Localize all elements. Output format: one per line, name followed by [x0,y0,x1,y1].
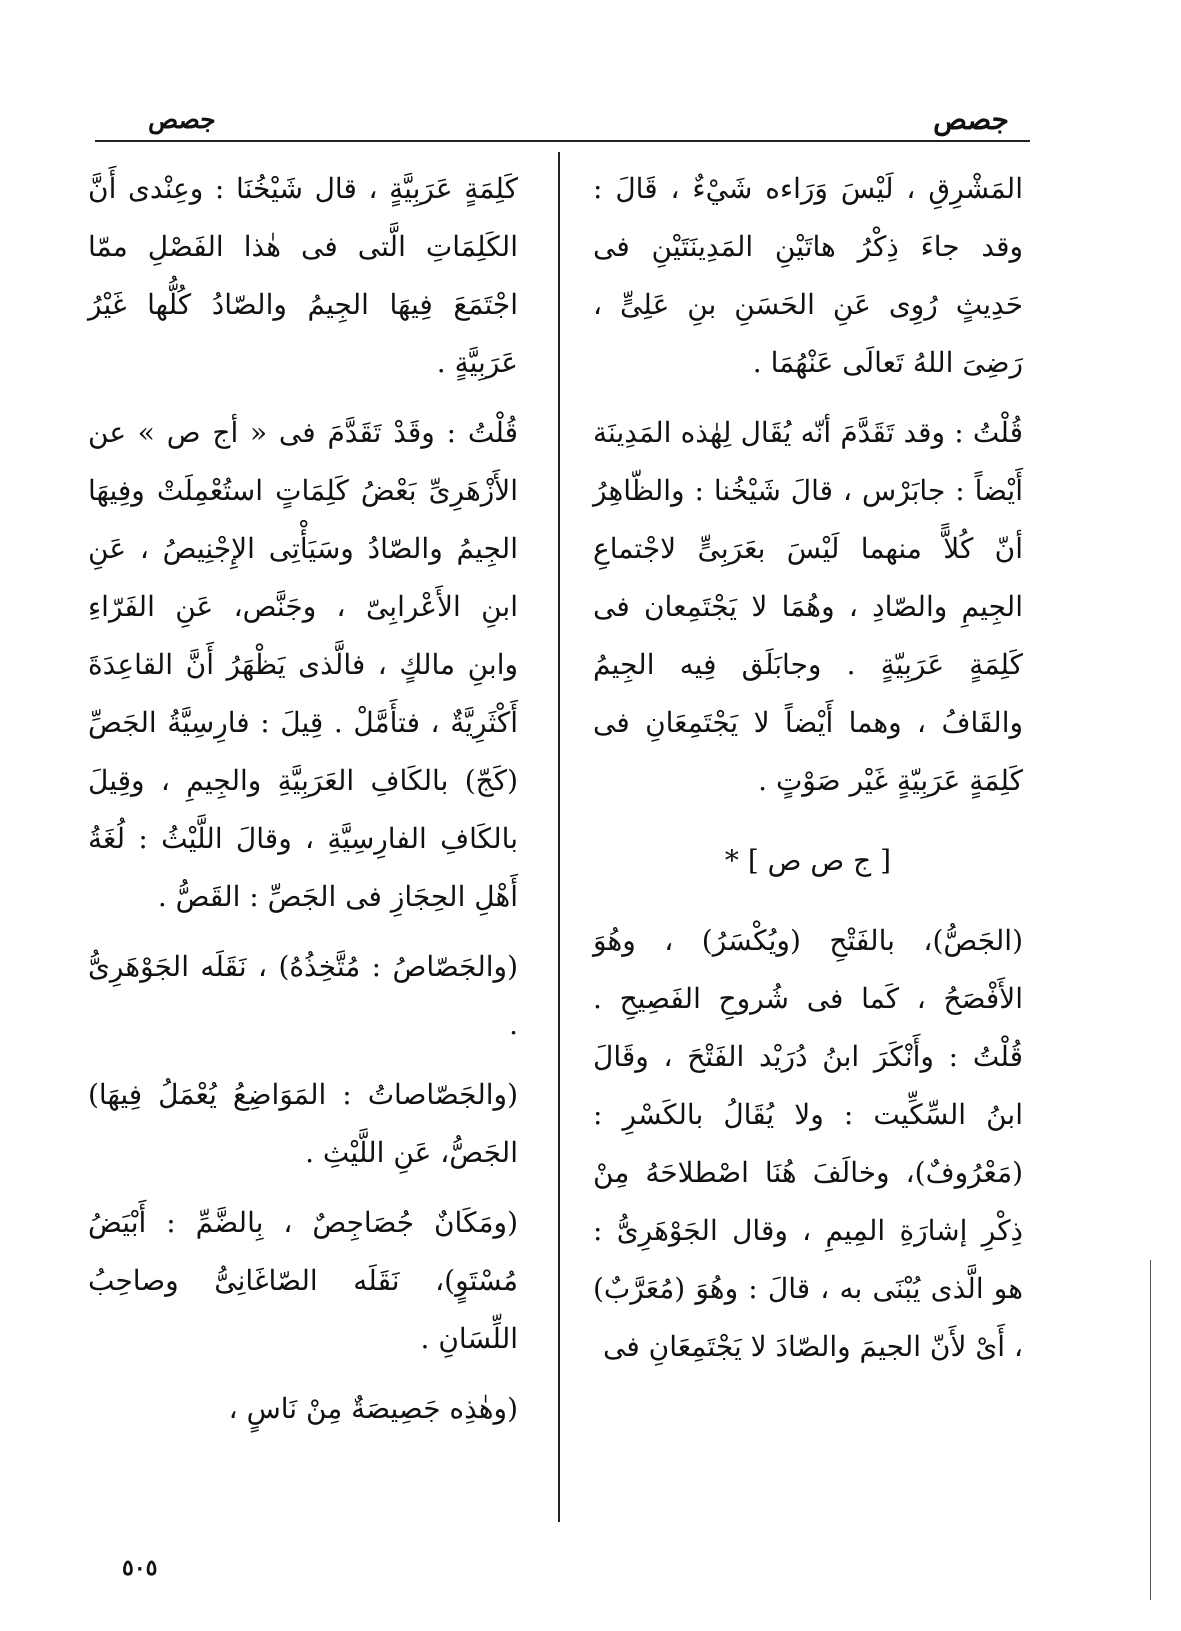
running-head-left: جصص [148,105,216,134]
page-number: ٥٠٥ [122,1555,158,1581]
paragraph: قُلْتُ : وقَدْ تَقَدَّمَ فى « أج ص » عن الأَزْهَرِىِّ بَعْضُ كَلِمَاتٍ استُعْمِلَتْ وفِيهَا الجِيمُ والصّادُ وسَيَأْتِى الإِجْنِيصُ ، عَنِ ابنِ الأَعْرابِىّ ، وجَنَّص، عَنِ الفَرّاءِ وابنِ مالكٍ ، فالَّذى يَظْهَرُ أَنَّ القاعِدَةَ أَكْثَرِيَّةٌ ، فتأَمَّلْ . قِيلَ : فارِسِيَّةُ الجَصِّ (كَجّ) بالكَافِ العَرَبِيَّةِ والجِيمِ ، وقِيلَ بالكَافِ الفارِسِيَّةِ ، وقالَ اللَّيْثُ : لُغَةُ أَهْلِ الحِجَازِ فى الجَصِّ : القَصُّ . [88,416,518,913]
paragraph: قُلْتُ : وقد تَقَدَّمَ أنّه يُقَال لِهٰذه المَدِينَة أَيْضاً : جابَرْس ، قالَ شَيْخُنا : والظّاهِرُ أنّ كُلاًّ منهما لَيْسَ بعَرَبِىٍّ لاجْتماعِ الجِيمِ والصّادِ ، وهُمَا لا يَجْتَمِعان فى كَلِمَةٍ عَرَبِيّةٍ . وجابَلَق فِيه الجِيمُ والقَافُ ، وهما أَيْضاً لا يَجْتَمِعَانِ فى كَلِمَةٍ عَرَبِيّةٍ غَيْر صَوْتٍ . [593,416,1023,797]
paragraph: (والجَصّاصاتُ : المَوَاضِعُ يُعْمَلُ فِيهَا) الجَصُّ، عَنِ اللَّيْثِ . [88,1078,518,1169]
paragraph: كَلِمَةٍ عَرَبِيَّةٍ ، قال شَيْخُنَا : وعِنْدى أَنَّ الكَلِمَاتِ الَّتى فى هٰذا الفَصْلِ ممّا اجْتَمَعَ فِيهَا الجِيمُ والصّادُ كُلُّها غَيْرُ عَرَبِيَّةٍ . [88,172,518,379]
paragraph: (وهٰذِه جَصِيصَةٌ مِنْ نَاسٍ ، [228,1392,518,1425]
header-rule [95,140,1030,142]
left-column [88,160,518,1450]
running-head-right: جصص [933,103,1009,136]
paragraph: (والجَصّاصُ : مُتَّخِذُهُ) ، نَقَلَه الجَوْهَرِىُّ . [88,950,518,1041]
paragraph: المَشْرِقِ ، لَيْسَ وَرَاءه شَيْءٌ ، قَالَ : وقد جاءَ ذِكْرُ هاتَيْنِ المَدِينَتَيْنِ فى حَدِيثٍ رُوِى عَنِ الحَسَنِ بنِ عَلِىٍّ ، رَضِىَ اللهُ تَعالَى عَنْهُمَا . [593,172,1023,379]
entry-heading: [ ج ص ص ] * [724,844,892,877]
paragraph: (ومَكَانٌ جُصَاجِصٌ ، بِالضَّمِّ : أَبْيَضُ مُسْتَوٍ)، نَقَلَه الصّاغَانِىُّ وصاحِبُ اللِّسَانِ . [88,1206,518,1355]
paragraph: (الجَصُّ)، بالفَتْحِ (ويُكْسَرُ) ، وهُوَ الأَفْصَحُ ، كَما فى شُروحِ الفَصِيحِ . قُلْتُ : وأَنْكَرَ ابنُ دُرَيْد الفَتْحَ ، وقَالَ ابنُ السِّكِّيت : ولا يُقَالُ بالكَسْرِ : (مَعْرُوفٌ)، وخالَفَ هُنَا اصْطلاحَهُ مِنْ ذِكْرِ إشارَةِ المِيمِ ، وقال الجَوْهَرِىُّ : هو الَّذى يُبْنَى به ، قالَ : وهُوَ (مُعَرَّبٌ) ، أَىْ لأَنّ الجيمَ والصّادَ لا يَجْتَمِعَانِ فى [593,924,1023,1363]
right-column [593,160,1023,1388]
column-divider [558,152,560,1522]
scan-edge-line [1150,1260,1151,1600]
